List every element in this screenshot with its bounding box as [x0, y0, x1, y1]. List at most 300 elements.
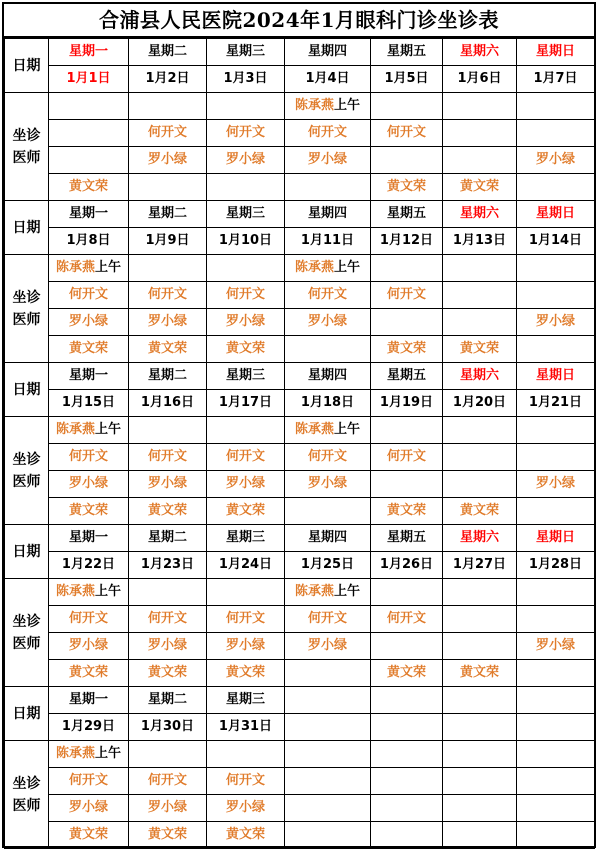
- doctor-row: [5, 633, 595, 660]
- doctor-cell: [371, 174, 443, 201]
- doctor-name: 黄文荣: [386, 341, 426, 356]
- doctor-name: 陈承燕: [55, 260, 95, 275]
- weekday-cell: 星期一: [49, 39, 129, 66]
- doctor-cell: [207, 660, 285, 687]
- date-row: [5, 552, 595, 579]
- doctor-cell: [443, 336, 517, 363]
- weekday-row: [5, 525, 595, 552]
- doctor-cell: [49, 147, 129, 174]
- weekday-cell: 星期五: [371, 363, 443, 390]
- doctor-cell: [443, 579, 517, 606]
- weekday-cell: 星期四: [285, 201, 371, 228]
- doctor-name: 罗小绿: [307, 152, 347, 167]
- doctor-cell: [285, 417, 371, 444]
- session-note: 上午: [95, 260, 122, 275]
- doctor-name: 何开文: [68, 449, 108, 464]
- doctor-cell: [517, 120, 595, 147]
- doctor-cell: [517, 795, 595, 822]
- doctor-cell: [129, 579, 207, 606]
- doctor-label-line2: 医师: [12, 149, 41, 166]
- doctor-cell: [49, 417, 129, 444]
- doctor-cell: [129, 147, 207, 174]
- date-cell: 1月14日: [517, 228, 595, 255]
- doctor-cell: [285, 498, 371, 525]
- doctor-cell: [285, 309, 371, 336]
- doctor-cell: [371, 660, 443, 687]
- doctor-label-line1: 坐诊: [12, 775, 41, 792]
- doctor-name: 罗小绿: [225, 638, 265, 653]
- date-cell: 1月9日: [129, 228, 207, 255]
- doctor-name: 黄文荣: [386, 503, 426, 518]
- weekday-cell: 星期六: [443, 201, 517, 228]
- doctor-cell: [207, 255, 285, 282]
- doctor-cell: [371, 444, 443, 471]
- doctor-cell: [371, 336, 443, 363]
- doctor-name: 何开文: [307, 449, 347, 464]
- date-cell: 1月5日: [371, 66, 443, 93]
- doctor-cell: [207, 579, 285, 606]
- doctor-cell: [517, 741, 595, 768]
- doctor-cell: [517, 444, 595, 471]
- doctor-cell: [129, 255, 207, 282]
- doctor-cell: [129, 498, 207, 525]
- doctor-label: [5, 741, 49, 849]
- doctor-name: 黄文荣: [68, 341, 108, 356]
- weekday-cell: 星期六: [443, 525, 517, 552]
- doctor-name: 罗小绿: [147, 152, 187, 167]
- date-cell: 1月29日: [49, 714, 129, 741]
- doctor-cell: [443, 741, 517, 768]
- weekday-cell: 星期五: [371, 39, 443, 66]
- doctor-cell: [371, 417, 443, 444]
- doctor-row: [5, 606, 595, 633]
- doctor-row: [5, 309, 595, 336]
- date-label: 日期: [5, 687, 49, 741]
- doctor-name: 罗小绿: [225, 800, 265, 815]
- date-cell: 1月26日: [371, 552, 443, 579]
- doctor-row: [5, 120, 595, 147]
- doctor-name: 陈承燕: [294, 98, 334, 113]
- date-cell: 1月31日: [207, 714, 285, 741]
- weekday-cell: 星期日: [517, 525, 595, 552]
- date-cell: [285, 714, 371, 741]
- date-label: 日期: [5, 39, 49, 93]
- doctor-cell: [49, 174, 129, 201]
- schedule-table: [4, 38, 595, 849]
- doctor-cell: [207, 768, 285, 795]
- doctor-label-line2: 医师: [12, 311, 41, 328]
- date-cell: 1月19日: [371, 390, 443, 417]
- date-row: [5, 390, 595, 417]
- doctor-cell: [285, 471, 371, 498]
- doctor-cell: [49, 822, 129, 849]
- doctor-cell: [371, 147, 443, 174]
- doctor-name: 罗小绿: [225, 152, 265, 167]
- doctor-cell: [371, 471, 443, 498]
- doctor-name: 黄文荣: [147, 665, 187, 680]
- date-label: 日期: [5, 525, 49, 579]
- doctor-name: 何开文: [225, 287, 265, 302]
- weekday-cell: 星期日: [517, 363, 595, 390]
- date-cell: 1月10日: [207, 228, 285, 255]
- doctor-cell: [285, 120, 371, 147]
- date-cell: 1月6日: [443, 66, 517, 93]
- date-row: [5, 66, 595, 93]
- doctor-cell: [517, 768, 595, 795]
- doctor-cell: [49, 120, 129, 147]
- doctor-row: [5, 498, 595, 525]
- doctor-cell: [443, 120, 517, 147]
- doctor-name: 何开文: [68, 287, 108, 302]
- date-cell: 1月22日: [49, 552, 129, 579]
- doctor-name: 黄文荣: [68, 827, 108, 842]
- date-row: [5, 228, 595, 255]
- date-cell: 1月12日: [371, 228, 443, 255]
- doctor-label-line2: 医师: [12, 797, 41, 814]
- doctor-cell: [443, 282, 517, 309]
- doctor-cell: [371, 633, 443, 660]
- doctor-row: [5, 282, 595, 309]
- doctor-cell: [517, 417, 595, 444]
- doctor-row: [5, 471, 595, 498]
- doctor-cell: [129, 660, 207, 687]
- doctor-cell: [129, 282, 207, 309]
- date-cell: 1月18日: [285, 390, 371, 417]
- doctor-name: 罗小绿: [535, 476, 575, 491]
- doctor-cell: [207, 417, 285, 444]
- doctor-name: 黄文荣: [147, 827, 187, 842]
- date-cell: 1月8日: [49, 228, 129, 255]
- session-note: 上午: [334, 422, 361, 437]
- session-note: 上午: [334, 584, 361, 599]
- weekday-cell: 星期三: [207, 525, 285, 552]
- doctor-cell: [207, 336, 285, 363]
- doctor-label: [5, 417, 49, 525]
- doctor-cell: [517, 471, 595, 498]
- doctor-label: [5, 255, 49, 363]
- doctor-name: 黄文荣: [459, 341, 499, 356]
- weekday-cell: 星期一: [49, 201, 129, 228]
- doctor-cell: [443, 822, 517, 849]
- doctor-cell: [207, 471, 285, 498]
- weekday-cell: 星期三: [207, 201, 285, 228]
- doctor-name: 罗小绿: [307, 638, 347, 653]
- doctor-cell: [371, 741, 443, 768]
- doctor-name: 黄文荣: [225, 341, 265, 356]
- doctor-name: 罗小绿: [535, 152, 575, 167]
- doctor-name: 黄文荣: [225, 827, 265, 842]
- doctor-cell: [517, 93, 595, 120]
- weekday-cell: [285, 687, 371, 714]
- date-cell: 1月1日: [49, 66, 129, 93]
- weekday-cell: 星期二: [129, 525, 207, 552]
- doctor-row: [5, 741, 595, 768]
- date-cell: [517, 714, 595, 741]
- weekday-row: [5, 39, 595, 66]
- doctor-row: [5, 822, 595, 849]
- doctor-cell: [285, 579, 371, 606]
- doctor-cell: [49, 768, 129, 795]
- weekday-cell: 星期一: [49, 687, 129, 714]
- doctor-row: [5, 795, 595, 822]
- weekday-cell: 星期一: [49, 363, 129, 390]
- doctor-name: 何开文: [147, 125, 187, 140]
- doctor-cell: [371, 120, 443, 147]
- doctor-name: 罗小绿: [225, 476, 265, 491]
- doctor-cell: [371, 309, 443, 336]
- date-cell: 1月16日: [129, 390, 207, 417]
- date-cell: 1月17日: [207, 390, 285, 417]
- weekday-row: [5, 687, 595, 714]
- doctor-row: [5, 336, 595, 363]
- doctor-cell: [285, 795, 371, 822]
- doctor-cell: [517, 822, 595, 849]
- doctor-name: 罗小绿: [307, 314, 347, 329]
- weekday-cell: 星期二: [129, 39, 207, 66]
- doctor-cell: [285, 93, 371, 120]
- doctor-cell: [371, 606, 443, 633]
- doctor-name: 何开文: [225, 125, 265, 140]
- date-label: 日期: [5, 363, 49, 417]
- doctor-cell: [443, 309, 517, 336]
- doctor-cell: [207, 444, 285, 471]
- doctor-name: 何开文: [68, 611, 108, 626]
- doctor-cell: [285, 633, 371, 660]
- doctor-row: [5, 444, 595, 471]
- doctor-name: 黄文荣: [225, 665, 265, 680]
- doctor-row: [5, 93, 595, 120]
- doctor-name: 何开文: [147, 773, 187, 788]
- doctor-cell: [49, 255, 129, 282]
- doctor-cell: [285, 768, 371, 795]
- doctor-name: 何开文: [68, 773, 108, 788]
- weekday-cell: 星期日: [517, 201, 595, 228]
- doctor-name: 罗小绿: [225, 314, 265, 329]
- date-cell: 1月23日: [129, 552, 207, 579]
- doctor-cell: [129, 93, 207, 120]
- doctor-cell: [129, 795, 207, 822]
- doctor-cell: [207, 633, 285, 660]
- doctor-cell: [517, 606, 595, 633]
- date-cell: 1月30日: [129, 714, 207, 741]
- doctor-cell: [285, 147, 371, 174]
- session-note: 上午: [95, 746, 122, 761]
- date-label: 日期: [5, 201, 49, 255]
- doctor-cell: [443, 633, 517, 660]
- doctor-cell: [443, 444, 517, 471]
- doctor-cell: [517, 309, 595, 336]
- doctor-cell: [371, 822, 443, 849]
- doctor-cell: [443, 498, 517, 525]
- doctor-cell: [49, 282, 129, 309]
- doctor-name: 罗小绿: [147, 314, 187, 329]
- doctor-cell: [49, 579, 129, 606]
- weekday-cell: 星期四: [285, 363, 371, 390]
- date-cell: 1月24日: [207, 552, 285, 579]
- weekday-cell: 星期二: [129, 201, 207, 228]
- doctor-cell: [207, 795, 285, 822]
- date-cell: [371, 714, 443, 741]
- doctor-label-line1: 坐诊: [12, 451, 41, 468]
- doctor-cell: [129, 822, 207, 849]
- doctor-row: [5, 768, 595, 795]
- doctor-cell: [517, 633, 595, 660]
- doctor-cell: [207, 147, 285, 174]
- doctor-cell: [443, 795, 517, 822]
- doctor-cell: [285, 255, 371, 282]
- doctor-cell: [129, 768, 207, 795]
- weekday-cell: 星期四: [285, 39, 371, 66]
- date-cell: [443, 714, 517, 741]
- doctor-cell: [517, 147, 595, 174]
- doctor-name: 罗小绿: [68, 314, 108, 329]
- doctor-cell: [129, 633, 207, 660]
- doctor-name: 何开文: [307, 611, 347, 626]
- weekday-cell: [443, 687, 517, 714]
- doctor-name: 何开文: [386, 611, 426, 626]
- doctor-label-line1: 坐诊: [12, 127, 41, 144]
- doctor-row: [5, 255, 595, 282]
- doctor-name: 黄文荣: [68, 665, 108, 680]
- doctor-name: 罗小绿: [307, 476, 347, 491]
- doctor-name: 黄文荣: [386, 665, 426, 680]
- doctor-cell: [207, 498, 285, 525]
- date-cell: 1月28日: [517, 552, 595, 579]
- weekday-cell: 星期二: [129, 363, 207, 390]
- doctor-name: 何开文: [307, 287, 347, 302]
- doctor-cell: [517, 336, 595, 363]
- doctor-row: [5, 147, 595, 174]
- doctor-label: [5, 93, 49, 201]
- doctor-name: 黄文荣: [386, 179, 426, 194]
- doctor-cell: [443, 417, 517, 444]
- doctor-cell: [371, 498, 443, 525]
- doctor-name: 何开文: [225, 449, 265, 464]
- doctor-cell: [443, 174, 517, 201]
- doctor-cell: [517, 174, 595, 201]
- doctor-row: [5, 579, 595, 606]
- date-cell: 1月7日: [517, 66, 595, 93]
- weekday-cell: 星期三: [207, 363, 285, 390]
- doctor-cell: [129, 120, 207, 147]
- doctor-cell: [49, 444, 129, 471]
- doctor-cell: [443, 768, 517, 795]
- doctor-cell: [443, 147, 517, 174]
- doctor-cell: [49, 93, 129, 120]
- weekday-cell: 星期四: [285, 525, 371, 552]
- doctor-name: 黄文荣: [225, 503, 265, 518]
- doctor-cell: [49, 336, 129, 363]
- doctor-cell: [49, 309, 129, 336]
- doctor-cell: [129, 741, 207, 768]
- date-cell: 1月21日: [517, 390, 595, 417]
- session-note: 上午: [95, 422, 122, 437]
- weekday-cell: 星期五: [371, 201, 443, 228]
- date-cell: 1月20日: [443, 390, 517, 417]
- doctor-cell: [207, 282, 285, 309]
- weekday-row: [5, 201, 595, 228]
- doctor-cell: [371, 795, 443, 822]
- doctor-label: [5, 579, 49, 687]
- doctor-cell: [285, 822, 371, 849]
- doctor-cell: [129, 606, 207, 633]
- doctor-cell: [285, 282, 371, 309]
- weekday-cell: 星期二: [129, 687, 207, 714]
- weekday-cell: 星期六: [443, 39, 517, 66]
- doctor-cell: [285, 660, 371, 687]
- doctor-name: 何开文: [147, 287, 187, 302]
- schedule-sheet: [2, 2, 596, 848]
- session-note: 上午: [95, 584, 122, 599]
- doctor-name: 陈承燕: [55, 746, 95, 761]
- doctor-label-line2: 医师: [12, 473, 41, 490]
- doctor-name: 罗小绿: [147, 476, 187, 491]
- doctor-name: 陈承燕: [294, 584, 334, 599]
- doctor-name: 何开文: [225, 773, 265, 788]
- doctor-cell: [207, 741, 285, 768]
- weekday-cell: 星期五: [371, 525, 443, 552]
- doctor-name: 何开文: [386, 125, 426, 140]
- date-cell: 1月13日: [443, 228, 517, 255]
- doctor-row: [5, 660, 595, 687]
- doctor-cell: [371, 768, 443, 795]
- date-cell: 1月27日: [443, 552, 517, 579]
- date-cell: 1月4日: [285, 66, 371, 93]
- doctor-name: 罗小绿: [147, 638, 187, 653]
- doctor-cell: [285, 174, 371, 201]
- doctor-cell: [443, 660, 517, 687]
- doctor-name: 黄文荣: [459, 503, 499, 518]
- doctor-name: 陈承燕: [294, 422, 334, 437]
- doctor-cell: [517, 579, 595, 606]
- doctor-name: 黄文荣: [147, 503, 187, 518]
- doctor-cell: [129, 471, 207, 498]
- doctor-name: 罗小绿: [535, 638, 575, 653]
- doctor-label-line1: 坐诊: [12, 613, 41, 630]
- doctor-name: 何开文: [225, 611, 265, 626]
- doctor-name: 黄文荣: [459, 179, 499, 194]
- doctor-cell: [371, 579, 443, 606]
- doctor-cell: [371, 282, 443, 309]
- page-title: 合浦县人民医院2024年1月眼科门诊坐诊表: [4, 4, 594, 38]
- doctor-name: 何开文: [386, 449, 426, 464]
- doctor-cell: [49, 795, 129, 822]
- doctor-cell: [207, 606, 285, 633]
- doctor-cell: [285, 336, 371, 363]
- doctor-cell: [443, 93, 517, 120]
- doctor-label-line1: 坐诊: [12, 289, 41, 306]
- date-row: [5, 714, 595, 741]
- doctor-cell: [371, 255, 443, 282]
- doctor-name: 黄文荣: [68, 503, 108, 518]
- date-cell: 1月15日: [49, 390, 129, 417]
- doctor-cell: [207, 93, 285, 120]
- doctor-cell: [207, 120, 285, 147]
- weekday-cell: 星期一: [49, 525, 129, 552]
- date-cell: 1月3日: [207, 66, 285, 93]
- date-cell: 1月2日: [129, 66, 207, 93]
- doctor-cell: [517, 660, 595, 687]
- doctor-name: 罗小绿: [535, 314, 575, 329]
- weekday-cell: 星期三: [207, 687, 285, 714]
- doctor-cell: [207, 822, 285, 849]
- weekday-cell: [517, 687, 595, 714]
- doctor-cell: [129, 417, 207, 444]
- doctor-name: 陈承燕: [294, 260, 334, 275]
- doctor-name: 黄文荣: [68, 179, 108, 194]
- doctor-cell: [129, 444, 207, 471]
- doctor-cell: [49, 606, 129, 633]
